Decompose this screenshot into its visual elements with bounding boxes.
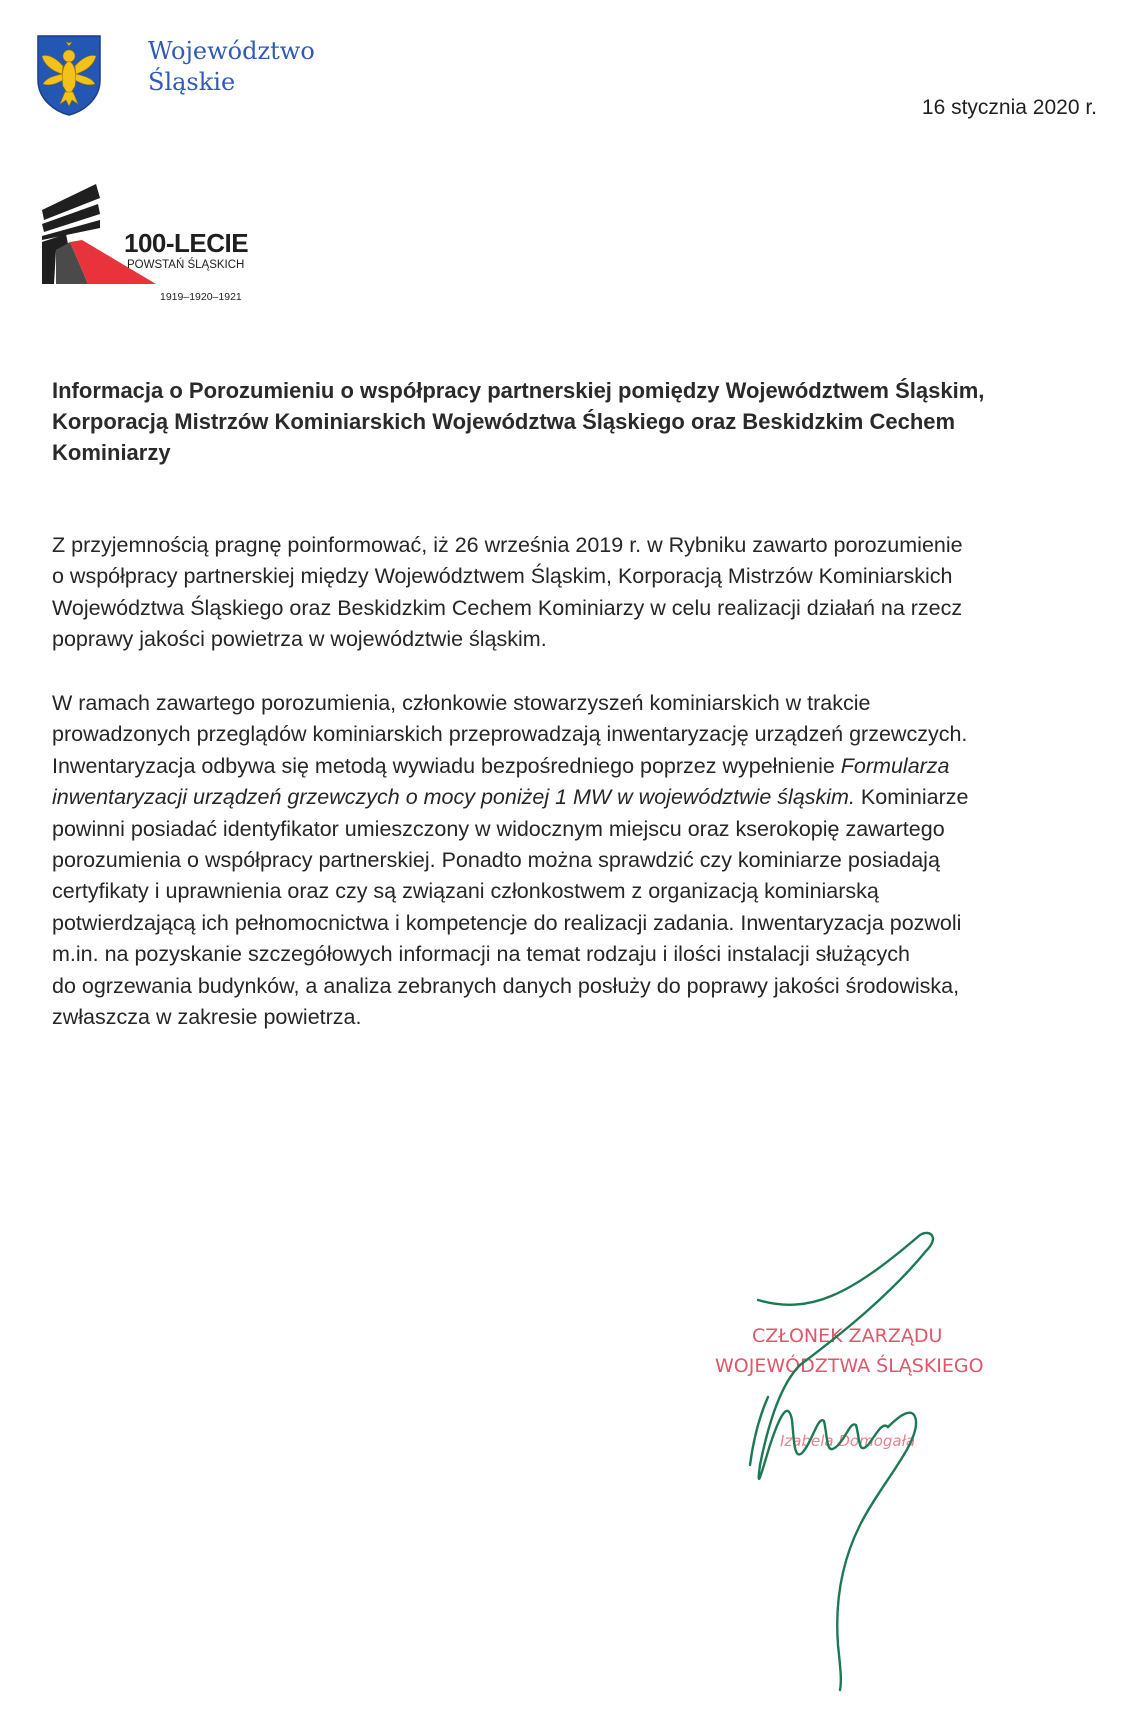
paragraph-line — [52, 751, 1102, 782]
paragraph-line: certyfikaty i uprawnienia oraz czy są związani członkostwem z organizacją kominiarską — [52, 879, 879, 904]
plain-text: Kominiarze — [854, 785, 969, 810]
heading-line: Korporacją Mistrzów Kominiarskich Województwa Śląskiego oraz Beskidzkim Cechem — [52, 409, 956, 434]
region-name — [148, 36, 315, 98]
anniversary-subtitle: POWSTAŃ ŚLĄSKICH — [127, 259, 245, 271]
form-title-italic: inwentaryzacji urządzeń grzewczych o mocy poniżej 1 MW w województwie śląskim. — [52, 785, 855, 810]
paragraph-1 — [52, 530, 1102, 656]
region-name-line2: Śląskie — [148, 68, 236, 96]
form-title-italic: Formularza — [840, 753, 950, 778]
coat-of-arms-icon — [36, 34, 102, 116]
stamp-office: WOJEWÓDZTWA ŚLĄSKIEGO — [715, 1355, 984, 1377]
stamp-name: Izabela Domogała — [780, 1432, 916, 1450]
paragraph-line: do ogrzewania budynków, a analiza zebranych danych posłuży do poprawy jakości środowiska, — [52, 973, 960, 998]
region-name-line1: Województwo — [148, 37, 315, 65]
stamp-title: CZŁONEK ZARZĄDU — [752, 1325, 943, 1347]
paragraph-line: m.in. na pozyskanie szczegółowych informacji na temat rodzaju i ilości instalacji służących — [52, 942, 910, 967]
paragraph-line: porozumienia o współpracy partnerskiej. Ponadto można sprawdzić czy kominiarze posiadają — [52, 848, 940, 873]
heading-line: Informacja o Porozumieniu o współpracy partnerskiej pomiędzy Województwem Śląskim, — [52, 378, 985, 403]
paragraph-line: Województwa Śląskiego oraz Beskidzkim Cechem Kominiarzy w celu realizacji działań na rzecz — [52, 595, 963, 620]
paragraph-line: prowadzonych przeglądów kominiarskich przeprowadzają inwentaryzację urządzeń grzewczych. — [52, 722, 968, 747]
heading-line: Kominiarzy — [52, 440, 171, 465]
anniversary-title: 100-LECIE — [124, 228, 249, 258]
paragraph-line: W ramach zawartego porozumienia, członkowie stowarzyszeń kominiarskich w trakcie — [52, 691, 871, 715]
document-date: 16 stycznia 2020 r. — [921, 96, 1097, 119]
plain-text: Inwentaryzacja odbywa się metodą wywiadu bezpośredniego poprzez wypełnienie — [52, 753, 841, 778]
paragraph-line: poprawy jakości powietrza w województwie śląskim. — [52, 627, 547, 652]
paragraph-line: Z przyjemnością pragnę poinformować, iż 26 września 2019 r. w Rybniku zawarto porozumienie — [52, 533, 963, 557]
signature-icon — [690, 1225, 1020, 1695]
paragraph-line: zwłaszcza w zakresie powietrza. — [52, 1005, 362, 1030]
document-heading — [52, 375, 1092, 468]
paragraph-line: o współpracy partnerskiej między Województwem Śląskim, Korporacją Mistrzów Kominiarskich — [52, 564, 953, 589]
anniversary-years: 1919–1920–1921 — [160, 291, 242, 303]
paragraph-2 — [52, 688, 1102, 1033]
paragraph-line: potwierdzającą ich pełnomocnictwa i kompetencje do realizacji zadania. Inwentaryzacja pozwoli — [52, 910, 962, 935]
paragraph-line: powinni posiadać identyfikator umieszczony w widocznym miejscu oraz kserokopię zawartego — [52, 816, 945, 841]
paragraph-line — [52, 782, 1102, 813]
